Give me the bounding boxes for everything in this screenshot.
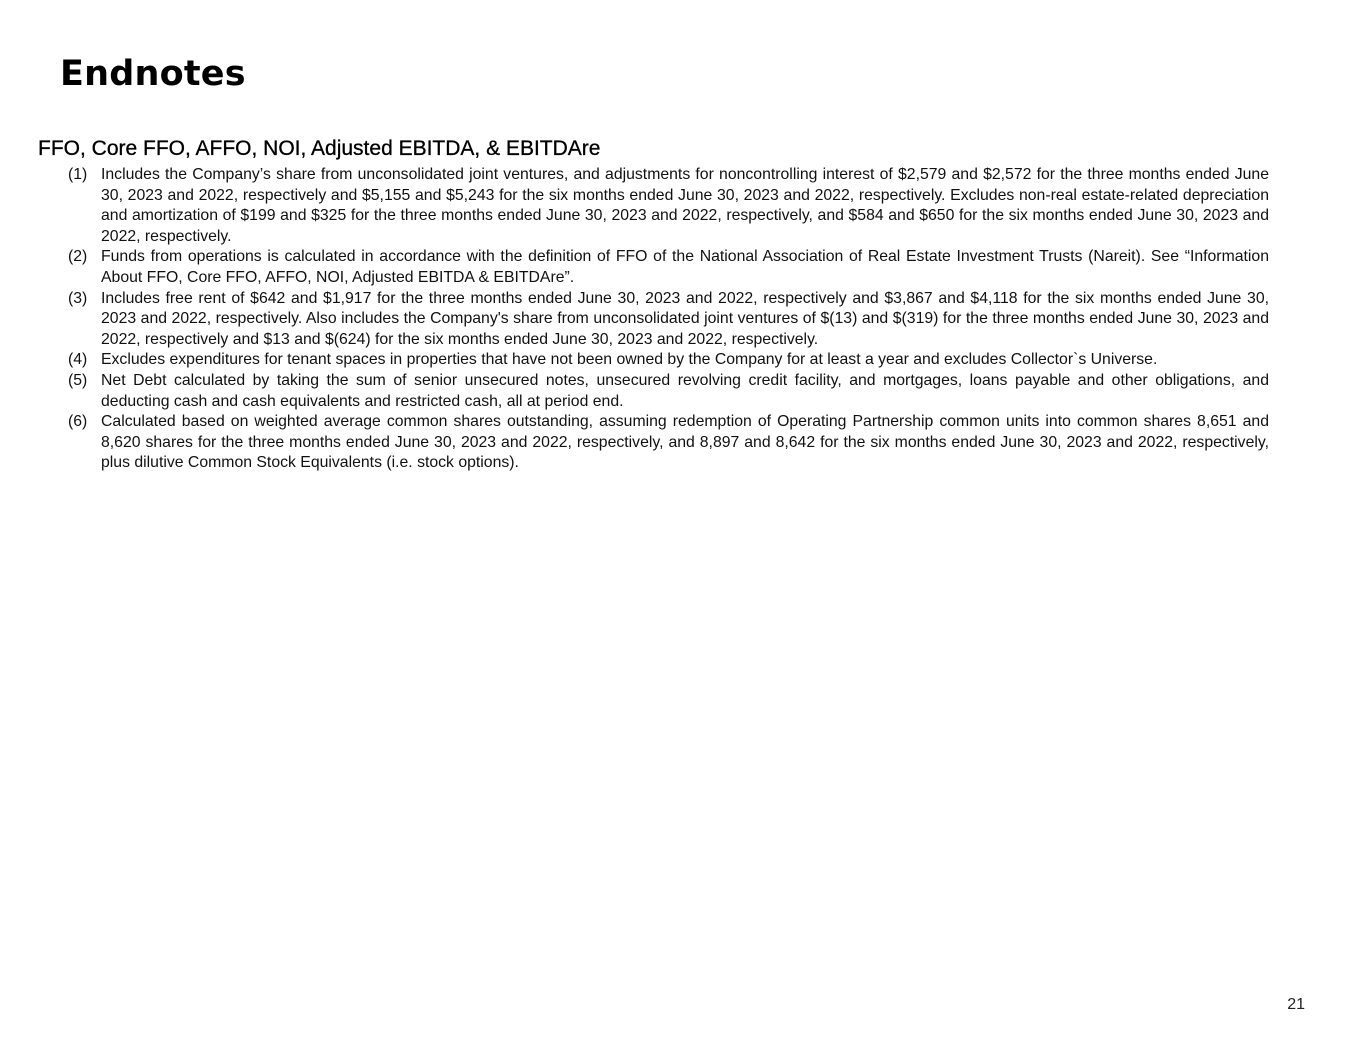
endnote-item	[38, 289, 1269, 351]
page-title: Endnotes	[60, 54, 246, 94]
page-number: 21	[1287, 996, 1305, 1013]
endnote-item	[38, 165, 1269, 247]
endnote-number: (5)	[68, 371, 88, 389]
endnote-text: Funds from operations is calculated in accordance with the definition of FFO of the National Association of Real Estate Investment Trusts (Nareit). See “Information About FFO, Core FFO, AFFO, NOI, Adjusted EBITDA & EBITDAre”.	[101, 248, 1269, 286]
endnote-text: Net Debt calculated by taking the sum of senior unsecured notes, unsecured revolving credit facility, and mortgages, loans payable and other obligations, and deducting cash and cash equivalents and restricted cash, all at period end.	[101, 371, 1269, 410]
endnote-item	[38, 247, 1269, 288]
endnote-item	[38, 350, 1269, 371]
endnote-number: (2)	[68, 248, 88, 266]
endnote-text: Includes free rent of $642 and $1,917 for the three months ended June 30, 2023 and 2022, respectively and $3,867 and $4,118 for the six months ended June 30, 2023 and 2022, respectively. Also includes the Company's share from unconsolidated joint ventures of $(13) and $(319) for the three months ended June 30, 2023 and 2022, respectively and $13 and $(624) for the six months ended June 30, 2023 and 2022, respectively.	[101, 289, 1269, 348]
endnote-number: (4)	[68, 351, 88, 369]
endnote-text: Calculated based on weighted average common shares outstanding, assuming redemption of Operating Partnership common units into common shares 8,651 and 8,620 shares for the three months ended June 30, 2023 and 2022, respectively, and 8,897 and 8,642 for the six months ended June 30, 2023 and 2022, respectively, plus dilutive Common Stock Equivalents (i.e. stock options).	[101, 413, 1269, 472]
endnote-number: (1)	[68, 166, 88, 183]
endnote-number: (6)	[68, 413, 88, 431]
section-heading: FFO, Core FFO, AFFO, NOI, Adjusted EBITDA, & EBITDAre	[38, 137, 601, 160]
endnotes-list	[38, 165, 1269, 474]
endnote-text: Excludes expenditures for tenant spaces in properties that have not been owned by the Company for at least a year and excludes Collector`s Universe.	[101, 351, 1158, 369]
endnotes-section	[38, 136, 1269, 474]
endnote-item	[38, 412, 1269, 474]
endnote-number: (3)	[68, 289, 88, 307]
endnote-text: Includes the Company’s share from unconsolidated joint ventures, and adjustments for noncontrolling interest of $2,579 and $2,572 for the three months ended June 30, 2023 and 2022, respectively and $5,155 and $5,243 for the six months ended June 30, 2023 and 2022, respectively. Excludes non-real estate-related depreciation and amortization of $199 and $325 for the three months ended June 30, 2023 and 2022, respectively, and $584 and $650 for the six months ended June 30, 2023 and 2022, respectively.	[101, 166, 1269, 245]
endnote-item	[38, 371, 1269, 412]
